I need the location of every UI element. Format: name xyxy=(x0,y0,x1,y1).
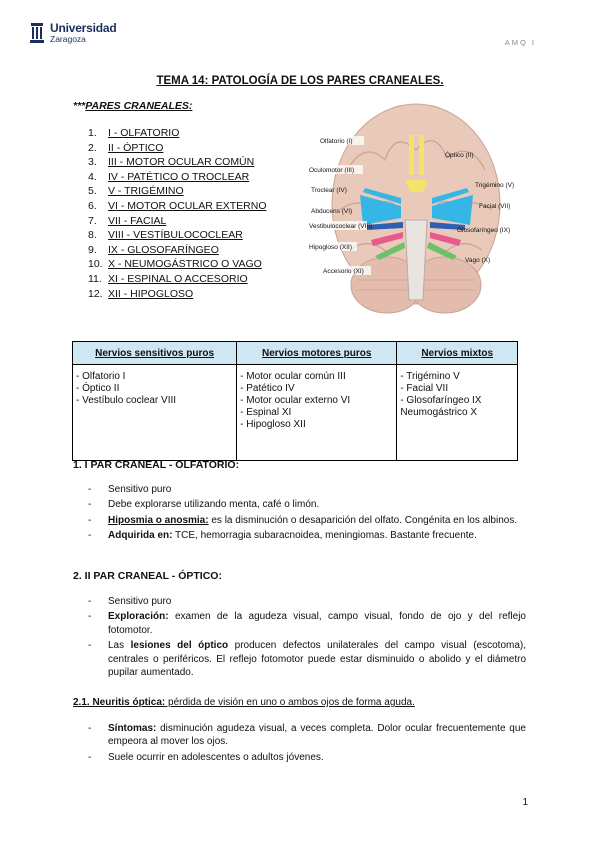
figure-label-hipogloso: Hipogloso (XII) xyxy=(309,244,352,251)
list-item: - Sensitivo puro xyxy=(88,483,526,496)
list-item: 1. I - OLFATORIO xyxy=(88,127,180,139)
page-title: TEMA 14: PATOLOGÍA DE LOS PARES CRANEALES. xyxy=(156,75,444,87)
figure-label-glosofaringeo: Glosofaríngeo (IX) xyxy=(457,227,511,234)
table-row xyxy=(73,365,518,461)
page-number: 1 xyxy=(522,797,528,808)
list-item: 7. VII - FACIAL xyxy=(88,214,167,227)
list-item: 4. IV - PATÉTICO O TROCLEAR xyxy=(88,170,250,183)
university-crest-icon xyxy=(30,22,44,44)
figure-label-oculomotor: Oculomotor (III) xyxy=(309,167,355,174)
list-item: 2. II - ÓPTICO xyxy=(88,141,164,154)
list-item: 12. XII - HIPOGLOSO xyxy=(88,287,194,300)
neuritis-list xyxy=(88,722,526,766)
list-item: - Adquirida en: TCE, hemorragia subaracnoidea, meningiomas. Bastante frecuente. xyxy=(88,529,526,542)
list-item: 8. VIII - VESTÍBULOCOCLEAR xyxy=(88,229,243,242)
table-header-sensitivos: Nervios sensitivos puros xyxy=(73,342,237,365)
table-header-mixtos: Nervios mixtos xyxy=(397,342,518,365)
table-cell-sensitivos: - Olfatorio I - Óptico II - Vestíbulo coclear VIII xyxy=(73,365,237,461)
list-item: 5. V - TRIGÉMINO xyxy=(88,185,184,198)
list-item: - Sensitivo puro xyxy=(88,595,526,608)
section-1-list xyxy=(88,483,526,545)
brain-base-illustration xyxy=(332,104,500,313)
list-item: - Exploración: examen de la agudeza visual, campo visual, fondo de ojo y del reflejo fotomotor. xyxy=(88,610,526,637)
author-tag: AMQ I xyxy=(504,38,536,47)
figure-label-optico: Óptico (II) xyxy=(445,152,474,159)
figure-label-olfatorio: Olfatorio (I) xyxy=(320,138,353,145)
nerve-classification-table xyxy=(72,341,518,461)
university-name: Universidad xyxy=(50,21,117,35)
section-1-heading: 1. I PAR CRANEAL - OLFATORIO: xyxy=(73,459,240,471)
cranial-nerves-brain-figure xyxy=(305,100,527,330)
neuritis-heading: 2.1. Neuritis óptica: pérdida de visión en uno o ambos ojos de forma aguda. xyxy=(73,697,415,708)
table-cell-mixtos: - Trigémino V - Facial VII - Glosofaríngeo IX Neumogástrico X xyxy=(397,365,518,461)
university-logo xyxy=(30,22,117,45)
figure-label-facial: Facial (VII) xyxy=(479,203,511,210)
section-heading-text: PARES CRANEALES: xyxy=(85,100,193,112)
list-item: 10. X - NEUMOGÁSTRICO O VAGO xyxy=(88,258,262,271)
table-header-motores: Nervios motores puros xyxy=(237,342,397,365)
section-2-heading: 2. II PAR CRANEAL - ÓPTICO: xyxy=(73,570,222,582)
section-heading xyxy=(73,100,192,112)
figure-label-abducens: Abducens (VI) xyxy=(311,208,353,215)
list-item: 9. IX - GLOSOFARÍNGEO xyxy=(88,243,219,256)
list-item: - Suele ocurrir en adolescentes o adultos jóvenes. xyxy=(88,751,526,764)
table-cell-motores: - Motor ocular común III - Patético IV - Motor ocular externo VI - Espinal XI - Hipogloso XII xyxy=(237,365,397,461)
list-item: - Debe explorarse utilizando menta, café o limón. xyxy=(88,498,526,511)
figure-label-trigemino: Trigémino (V) xyxy=(475,182,515,189)
section-2-list xyxy=(88,595,526,681)
section-heading-prefix: *** xyxy=(73,100,86,112)
figure-label-vago: Vago (X) xyxy=(465,257,491,264)
figure-label-vestibulococlear: Vestibulococlear (VIII) xyxy=(309,223,373,230)
list-item: 11. XI - ESPINAL O ACCESORIO xyxy=(88,272,248,285)
list-item: - Las lesiones del óptico producen defectos unilaterales del campo visual (escotoma), centrales o periféricos. El reflejo fotomotor puede estar disminuido o abolido y el diámetro pupilar aumentado. xyxy=(88,639,526,679)
cranial-nerve-list xyxy=(88,126,267,301)
university-city: Zaragoza xyxy=(50,34,86,44)
list-item: 3. III - MOTOR OCULAR COMÚN xyxy=(88,156,255,169)
list-item: - Síntomas: disminución agudeza visual, a veces completa. Dolor ocular frecuentemente que empeora al mover los ojos. xyxy=(88,722,526,749)
list-item: 6. VI - MOTOR OCULAR EXTERNO xyxy=(88,199,267,212)
figure-label-troclear: Troclear (IV) xyxy=(311,187,347,194)
figure-label-accesorio: Accesorio (XI) xyxy=(323,268,364,275)
list-item: - Hiposmia o anosmia: es la disminución o desaparición del olfato. Congénita en los albinos. xyxy=(88,514,526,527)
